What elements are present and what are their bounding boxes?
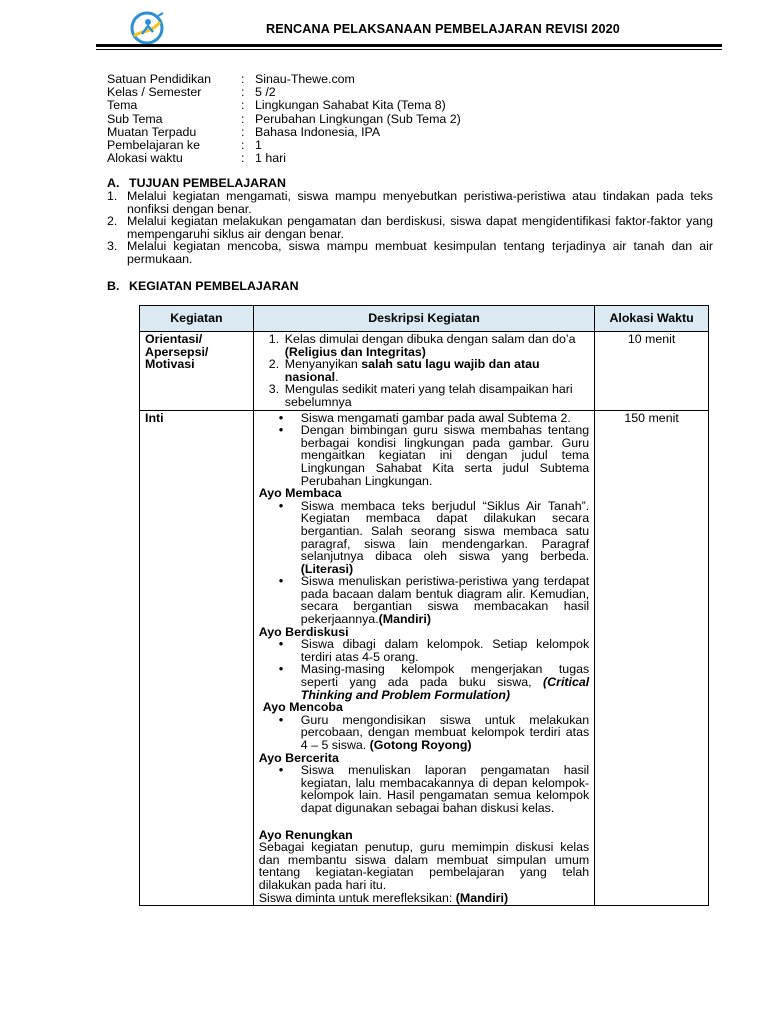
identity-label: Satuan Pendidikan [107,72,212,86]
list-item: 2. Menyanyikan salah satu lagu wajib dan atau nasional. [268,357,540,384]
list-item: • Guru mengondisikan siswa untuk melakukan percobaan, dengan membuat kelompok terdiri atas 4 – 5 siswa. (Gotong Royong) [278,711,590,752]
column-header: Deskripsi Kegiatan [253,306,594,332]
column-header: Kegiatan [140,306,254,332]
section-heading: A. TUJUAN PEMBELAJARAN [107,176,286,190]
list-item: • Siswa membaca teks berjudul “Siklus Air Tanah”. Kegiatan membaca dapat dilakukan secara bergantian. Salah seorang siswa membaca satu paragraf, siswa lain mendengarkan. Paragraf selanjutnya dibaca oleh siswa yang berbeda. (Literasi) [278,497,590,576]
identity-value: Sinau-Thewe.com [255,72,355,86]
identity-label: Pembelajaran ke [107,137,200,152]
identity-value: 5 /2 [255,85,276,100]
school-logo-icon [128,10,166,46]
identity-label: Muatan Terpadu [107,124,197,139]
duration-cell: 150 menit [595,410,709,906]
list-item: 2. Melalui kegiatan melakukan pengamatan dan berdiskusi, siswa dapat mengidentifikasi faktor-faktor yang mempengaruhi siklus air dengan benar. [107,214,713,241]
section-tujuan [107,176,713,266]
identity-value: Lingkungan Sahabat Kita (Tema 8) [255,98,446,113]
paragraph: Siswa diminta untuk merefleksikan: (Mandiri) [258,890,509,905]
duration-cell: 10 menit [595,332,709,411]
stage-cell: Orientasi/ Apersepsi/ Motivasi [140,332,254,411]
identity-value: Perubahan Lingkungan (Sub Tema 2) [255,111,461,126]
identity-label: Kelas / Semester [107,85,202,100]
list-item: 3. Melalui kegiatan mencoba, siswa mampu membuat kesimpulan tentang terjadinya air tanah dan air permukaan. [107,239,713,266]
section-heading-kegiatan: B. KEGIATAN PEMBELAJARAN [107,279,299,293]
description-cell [253,410,594,906]
list-item: • Siswa menuliskan laporan pengamatan hasil kegiatan, lalu membacakannya di depan kelompok-kelompok lain. Hasil pengamatan semua kelompok dapat digunakan sebagai bahan diskusi kelas. [278,762,590,815]
list-item: • Masing-masing kelompok mengerjakan tugas seperti yang ada pada buku siswa, (Critical Thinking and Problem Formulation) [278,661,590,702]
list-item: • Siswa mengamati gambar pada awal Subtema 2. [278,409,571,425]
table-header-row [140,306,709,332]
description-cell [253,332,594,411]
subsection-title: Ayo Renungkan [258,827,353,842]
table-row [140,332,709,411]
column-header: Alokasi Waktu [595,306,709,332]
list-item: • Siswa dibagi dalam kelompok. Setiap kelompok terdiri atas 4-5 orang. [278,636,590,664]
page-header [96,10,722,46]
table-row [140,410,709,906]
list-item: • Dengan bimbingan guru siswa membahas tentang berbagai kondisi lingkungan pada gambar. Guru mengaitkan kegiatan ini dengan judul tema Lingkungan Sahabat Kita serta judul Subtema Perubahan Lingkungan. [278,422,590,488]
list-item: 1. Kelas dimulai dengan dibuka dengan salam dan do’a (Religius dan Integritas) [268,332,576,359]
identity-label: Alokasi waktu [107,151,183,166]
subsection-title: Ayo Mencoba [262,700,343,715]
objective-list [107,190,713,266]
stage-cell: Inti [140,410,254,906]
subsection-title: Ayo Berdiskusi [258,624,349,639]
header-divider-thin [96,49,722,50]
list-item: • Siswa menuliskan peristiwa-peristiwa yang terdapat pada bacaan dalam bentuk diagram alir. Kemudian, secara bergantian siswa membacakan hasil pekerjaannya.(Mandiri) [278,573,590,627]
identity-label: Sub Tema [107,111,163,126]
header-divider-thick [96,44,722,47]
identity-value: 1 hari [255,151,286,166]
identity-label: Tema [107,98,138,113]
list-item: 1. Melalui kegiatan mengamati, siswa mampu menyebutkan peristiwa-peristiwa atau tindakan pada teks nonfiksi dengan benar. [107,189,713,216]
activity-table [139,305,709,906]
identity-value: Bahasa Indonesia, IPA [255,124,381,139]
identity-value: 1 [255,137,262,152]
paragraph: Sebagai kegiatan penutup, guru memimpin diskusi kelas dan membantu siswa dalam membuat simpulan umum tentang kegiatan-kegiatan pembelajaran yang telah dilakukan pada hari itu. [258,840,590,892]
list-item: 3. Mengulas sedikit materi yang telah disampaikan hari sebelumnya [268,382,573,409]
subsection-title: Ayo Membaca [258,486,342,501]
document-title: RENCANA PELAKSANAAN PEMBELAJARAN REVISI 2020 [266,22,620,36]
subsection-title: Ayo Bercerita [258,750,339,765]
